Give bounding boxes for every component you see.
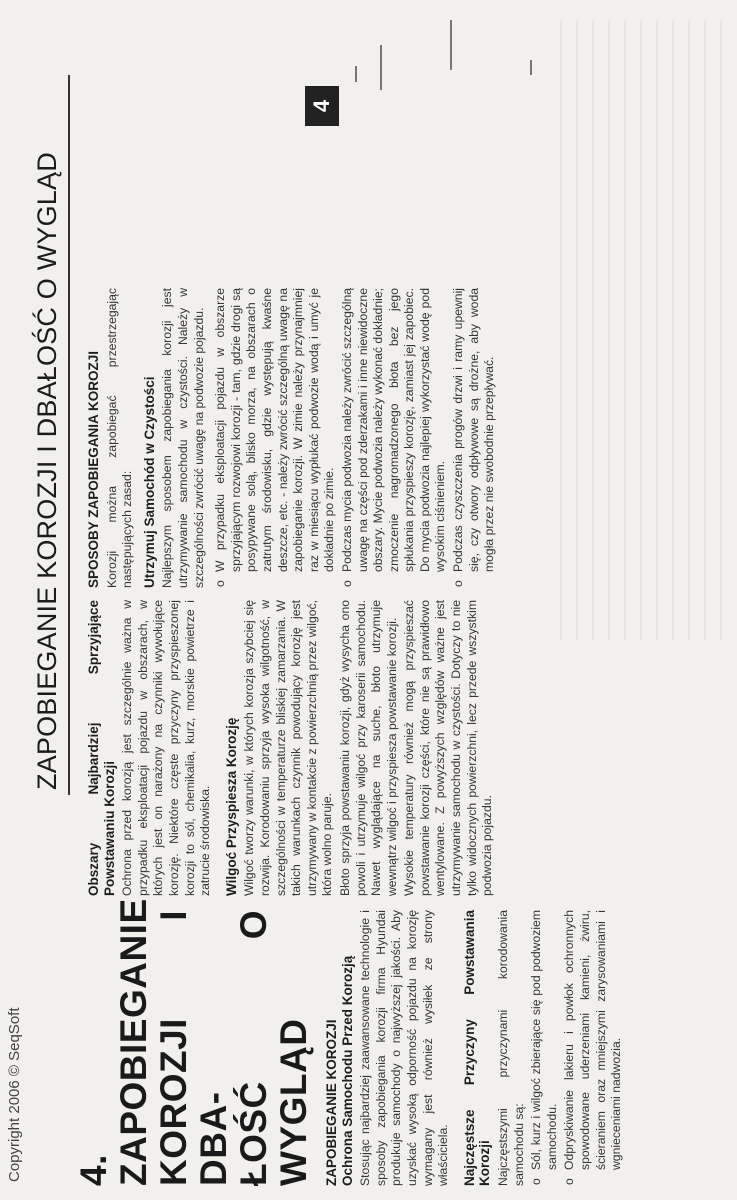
list-item-text: W przypadku eksploatacji pojazdu w obszarze sprzyjającym rozwojowi korozji - tam, gdzie drogi są posypywane solą, blisko morza, na obszarach o zatrutym środowisku, gdzie występują kwaśne deszcze, etc. - należy zwrócić szczególną uwagę na zapobieganie korozji. W zimie należy przynajmniej raz w miesiącu wypłukać podwozie wodą i umyć je dokładnie po zimie. <box>213 288 337 572</box>
decorative-line <box>530 60 532 75</box>
section-heading-upper: ZAPOBIEGANIE KOROZJI <box>324 1019 339 1186</box>
paragraph: Korozji można zapobiegać przestrzegając następujących zasad: <box>104 288 135 588</box>
section-heading: Utrzymuj Samochód w Czystości <box>141 376 157 588</box>
bullet-circle-icon: o <box>451 580 466 587</box>
bullet-circle-icon: o <box>213 580 228 587</box>
decorative-line <box>380 45 382 90</box>
copyright-line: Copyright 2006 © SeqSoft <box>6 1007 23 1182</box>
chapter-title-line: 4. ZAPOBIEGANIE <box>73 898 154 1186</box>
paragraph: Wilgoć tworzy warunki, w których korozja szybciej się rozwija. Korodowaniu sprzyja wysoka wilgotność, w szczególności w temperaturze bliskiej zamarzania. W takich warunkach czynnik powodujący korozję jest utrzymywany w kontakcie z powierzchnią przez wilgoć, która wolno paruje. <box>242 600 335 896</box>
list-item <box>340 288 449 588</box>
list-item-text: Podczas mycia podwozia należy zwrócić szczególną uwagę na części pod zderzakami i inne niewidoczne obszary. Mycie podwozia należy wykonać dokładnie; zmoczenie nagromadzonego błota bez jego spłukania przyspieszy korozję, zamiast jej zapobiec. Do mycia podwozia najlepiej wykorzystać wodę pod wysokim ciśnieniem. <box>339 288 448 572</box>
list-item <box>451 288 498 588</box>
chapter-title-line: ŁOŚĆ O WYGLĄD <box>233 910 314 1186</box>
section-subheading: Ochrona Samochodu Przed Korozją <box>339 955 355 1186</box>
bullet-circle-icon: o <box>529 1178 544 1185</box>
causes-lead: Najczęstszymi przyczynami korodowania samochodu są: <box>495 910 526 1186</box>
list-item <box>529 910 560 1186</box>
section-heading: Wilgoć Przyspiesza Korozję <box>223 717 239 896</box>
paragraph: Najlepszym sposobem zapobiegania korozji jest utrzymywanie samochodu w czystości. Należy w szczególności zwrócić uwagę na podwozie pojazdu. <box>160 288 206 588</box>
causes-heading: Najczęstsze Przyczyny Powstawania Korozji <box>461 910 493 1186</box>
chapter-title-line: KOROZJI I DBA- <box>153 910 234 1186</box>
decorative-line <box>355 66 357 82</box>
list-item-text: Sól, kurz i wilgoć zbierające się pod podwoziem samochodu. <box>529 910 559 1170</box>
list-item <box>213 288 338 588</box>
list-item <box>562 910 624 1186</box>
paragraph: Wysokie temperatury również mogą przyspieszać powstawanie korozji części, które nie są prawidłowo wentylowane. Z powyższych względów ważne jest utrzymywanie samochodu w czystości. Dotyczy to nie tylko widocznych powierzchni, lecz przede wszystkim podwozia pojazdu. <box>402 600 495 896</box>
list-item-text: Odpryskiwanie lakieru i powłok ochronnych spowodowane uderzeniami kamieni, żwiru, ścieraniem oraz mniejszymi zarysowaniami i wgnieceniami nadwozia. <box>562 910 624 1170</box>
prevention-list <box>213 288 498 588</box>
column-3 <box>86 288 500 588</box>
section-heading: Obszary Najbardziej Sprzyjające Powstawaniu Korozji <box>86 600 117 896</box>
paragraph: Błoto sprzyja powstawaniu korozji, gdyż wysycha ono powoli i utrzymuje wilgoć przy karoserii samochodu. Nawet wyglądające na suche, błoto utrzymuje wewnątrz wilgoć i przyspiesza powstawanie korozji. <box>337 600 399 896</box>
chapter-title <box>73 898 314 1186</box>
list-item-text: Podczas czyszczenia progów drzwi i ramy upewnij się, czy otwory odpływowe są drożne, aby woda mogła przez nie swobodnie przepływać. <box>451 288 497 572</box>
causes-list <box>529 910 625 1186</box>
bullet-circle-icon: o <box>562 1178 577 1185</box>
column-2 <box>86 600 498 896</box>
column-1 <box>73 898 627 1186</box>
bullet-circle-icon: o <box>339 580 354 587</box>
bleed-through-texture <box>560 20 730 640</box>
running-title: ZAPOBIEGANIE KOROZJI I DBAŁOŚĆ O WYGLĄD <box>32 152 62 790</box>
section-heading-upper: SPOSOBY ZAPOBIEGANIA KOROZJI <box>86 350 101 588</box>
header-rule <box>68 75 70 795</box>
chapter-tab: 4 <box>305 86 339 126</box>
intro-paragraph: Stosując najbardziej zaawansowane technologie i sposoby zapobiegania korozji firma Hyundai produkuje samochody o najwyższej jakości. Aby uzyskać wysoką odporność pojazdu na korozję wymagany jest również wysiłek ze strony właściciela. <box>358 910 451 1186</box>
paragraph: Ochrona przed korozją jest szczególnie ważna w przypadku eksploatacji pojazdu w obszarach, w których jest on narażony na czynniki wywołujące korozję. Niektóre częste przyczyny przyspieszonej korozji to sól, chemikalia, kurz, morskie powietrze i zatrucie środowiska. <box>120 600 213 896</box>
decorative-line <box>450 20 452 70</box>
